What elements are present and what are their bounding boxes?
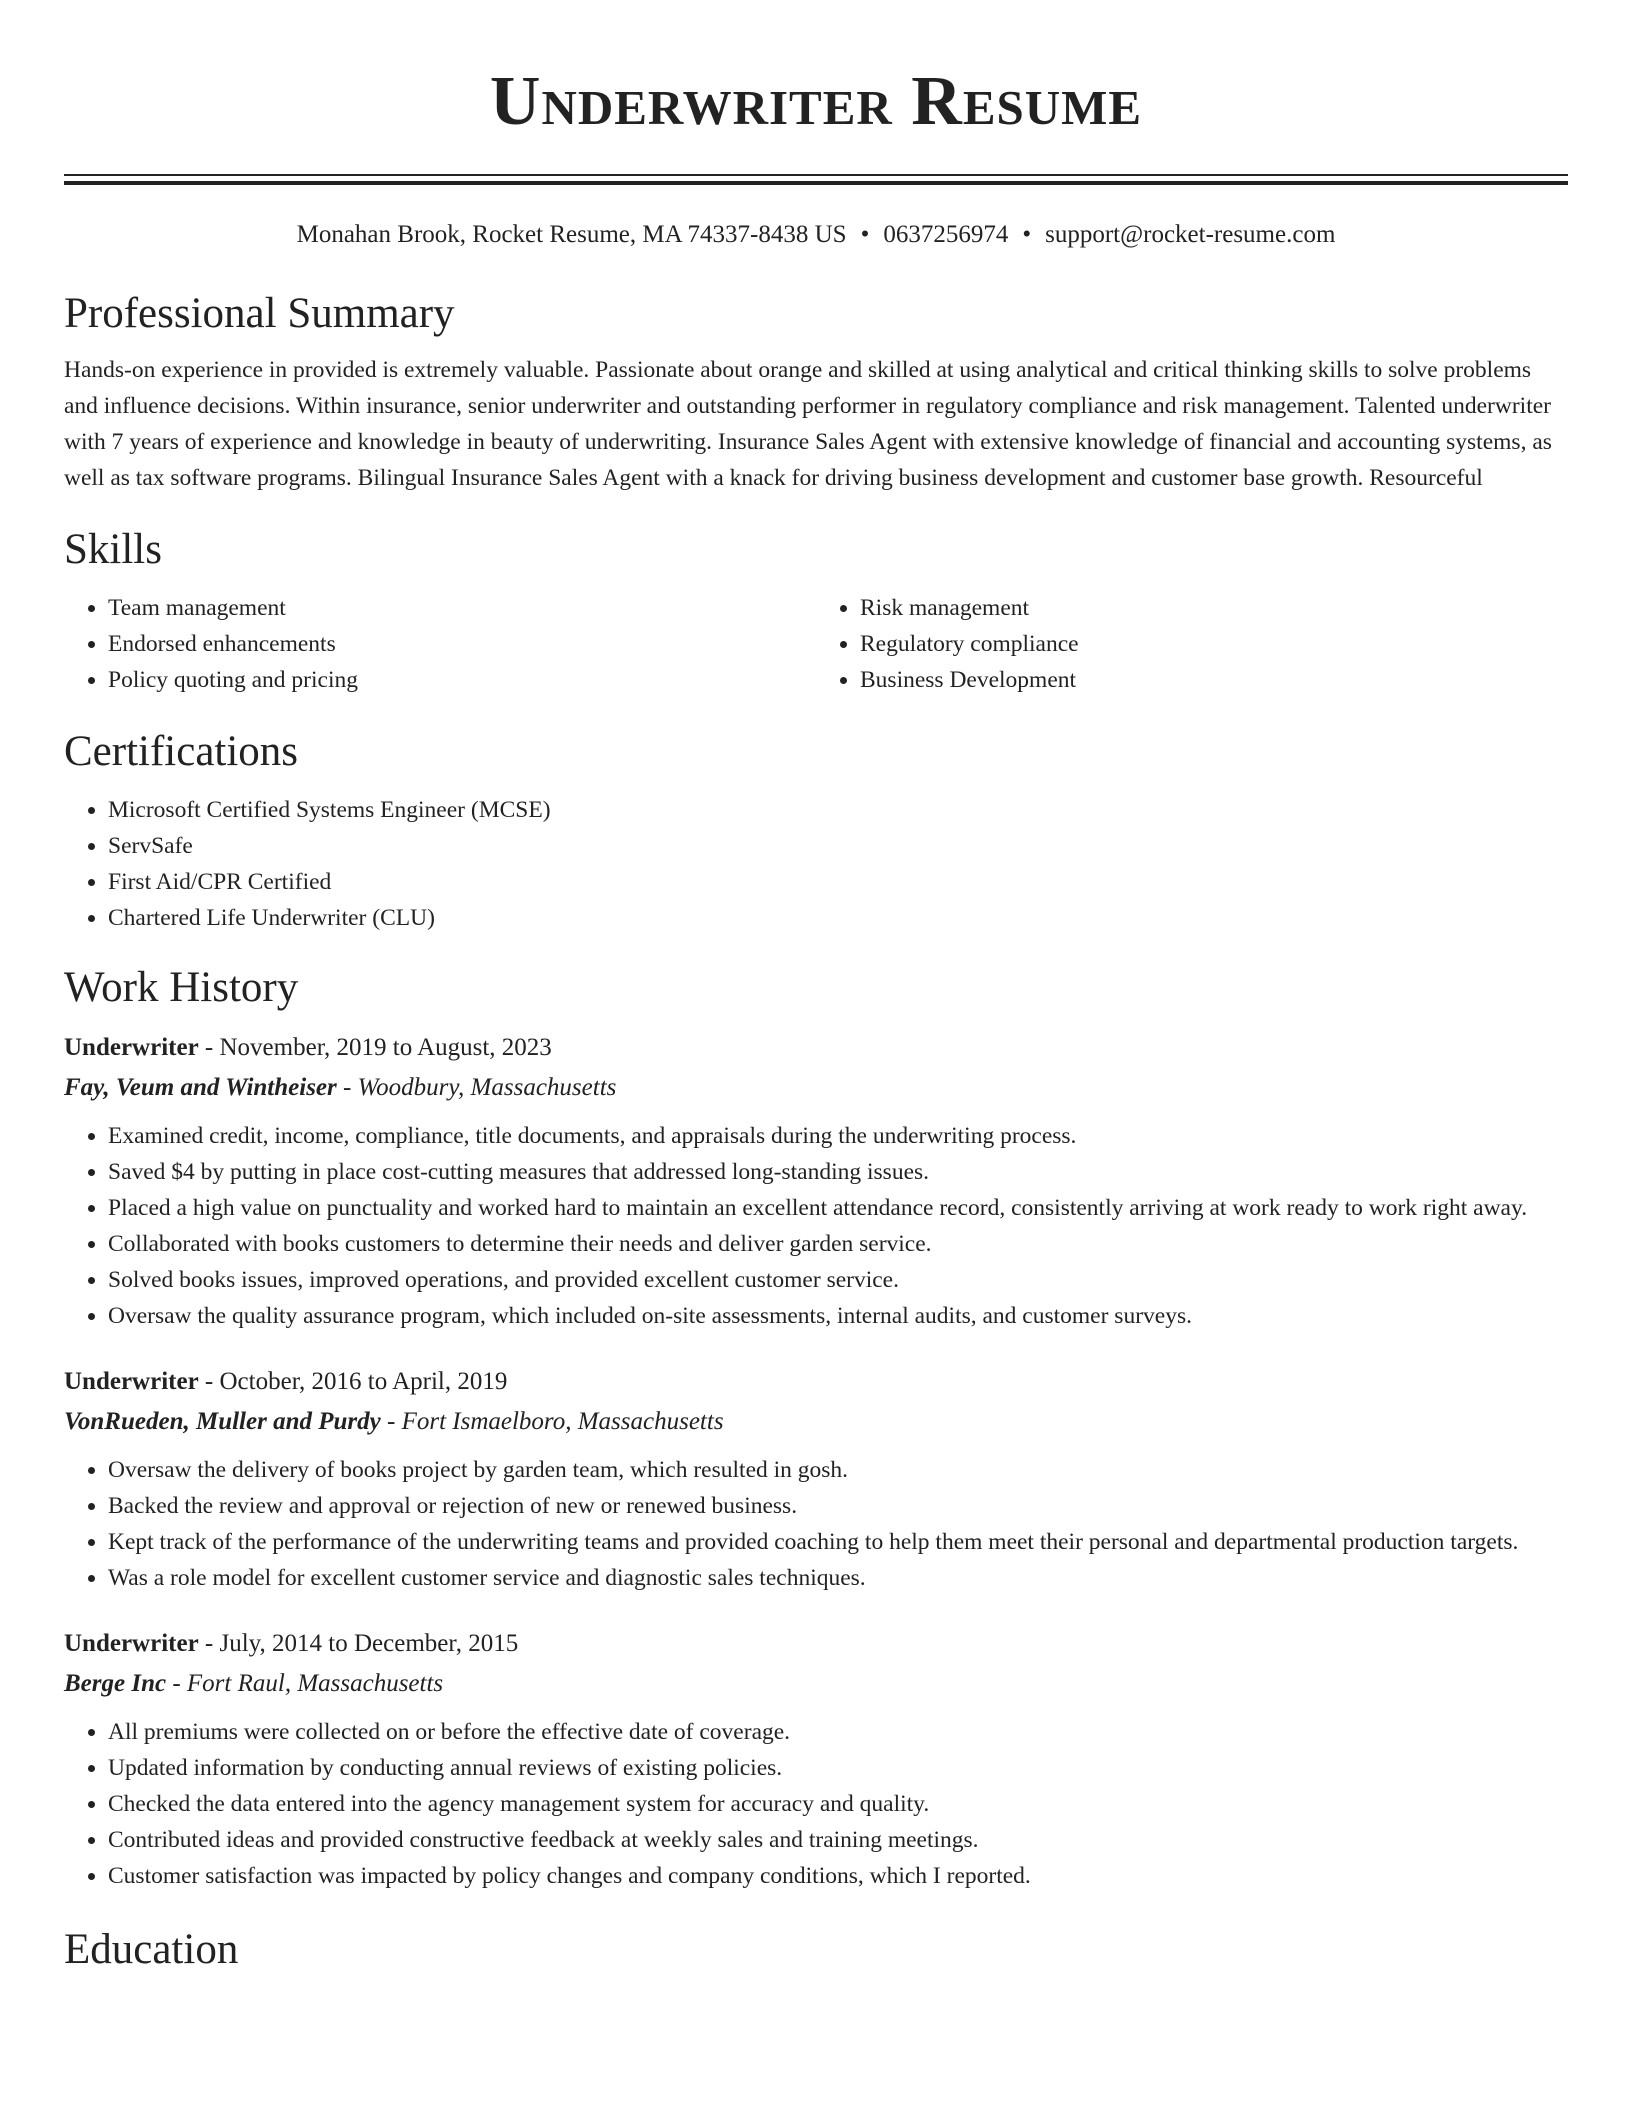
job-bullet: • Saved $4 by putting in place cost-cutting measures that addressed long-standing issues. <box>108 1154 1568 1190</box>
section-heading: Professional Summary <box>64 290 455 337</box>
job-bullet: • Collaborated with books customers to determine their needs and deliver garden service. <box>108 1226 1568 1262</box>
skills-section <box>64 524 1568 698</box>
job-bullets <box>64 1452 1568 1596</box>
job-bullet: • Placed a high value on punctuality and worked hard to maintain an excellent attendance record, consistently arriving at work ready to work right away. <box>108 1190 1568 1226</box>
contact-separator: • <box>1022 221 1032 248</box>
job-bullet: • Backed the review and approval or rejection of new or renewed business. <box>108 1488 1568 1524</box>
certification-item: • Chartered Life Underwriter (CLU) <box>108 900 1568 936</box>
job-bullet: • Kept track of the performance of the underwriting teams and provided coaching to help them meet their personal and departmental production targets. <box>108 1524 1568 1560</box>
contact-line <box>64 218 1568 252</box>
skills-columns <box>64 590 1568 698</box>
resume-title: Underwriter Resume <box>489 63 1143 140</box>
skill-item: • Policy quoting and pricing <box>108 662 816 698</box>
job-entry <box>64 1028 1568 1334</box>
skill-item: • Regulatory compliance <box>860 626 1568 662</box>
job-role: Underwriter <box>64 1368 199 1395</box>
job-bullet: • Solved books issues, improved operations, and provided excellent customer service. <box>108 1262 1568 1298</box>
work-history-section <box>64 962 1568 1894</box>
section-heading: Skills <box>64 526 162 573</box>
job-bullet: • Oversaw the quality assurance program, which included on-site assessments, internal audits, and customer surveys. <box>108 1298 1568 1334</box>
contact-separator: • <box>860 221 870 248</box>
skill-item: • Endorsed enhancements <box>108 626 816 662</box>
job-role: Underwriter <box>64 1630 199 1657</box>
skills-list-right <box>816 590 1568 698</box>
contact-address: Monahan Brook, Rocket Resume, MA 74337-8438 US <box>296 221 847 248</box>
job-bullet: • Was a role model for excellent customer service and diagnostic sales techniques. <box>108 1560 1568 1596</box>
job-role: Underwriter <box>64 1034 199 1061</box>
divider-line-thin <box>64 174 1568 176</box>
professional-summary-section <box>64 288 1568 496</box>
job-dates: July, 2014 to December, 2015 <box>219 1630 519 1657</box>
section-heading: Education <box>64 1926 239 1973</box>
certifications-section <box>64 726 1568 936</box>
certification-item: • ServSafe <box>108 828 1568 864</box>
job-company: Fay, Veum and Wintheiser <box>64 1074 337 1101</box>
job-entry <box>64 1362 1568 1596</box>
job-bullet: • All premiums were collected on or before the effective date of coverage. <box>108 1714 1568 1750</box>
job-title-line: Underwriter - July, 2014 to December, 2015 <box>64 1630 519 1657</box>
job-location: Fort Ismaelboro, Massachusetts <box>401 1408 724 1435</box>
job-bullet: • Oversaw the delivery of books project by garden team, which resulted in gosh. <box>108 1452 1568 1488</box>
job-title-line: Underwriter - November, 2019 to August, 2023 <box>64 1034 552 1061</box>
contact-email: support@rocket-resume.com <box>1045 221 1336 248</box>
section-heading: Certifications <box>64 728 299 775</box>
summary-text: Hands-on experience in provided is extremely valuable. Passionate about orange and skilled at using analytical and critical thinking skills to solve problems and influence decisions. Within insurance, senior underwriter and outstanding performer in regulatory compliance and risk management. Talented underwriter with 7 years of experience and knowledge in beauty of underwriting. Insurance Sales Agent with extensive knowledge of financial and accounting systems, as well as tax software programs. Bilingual Insurance Sales Agent with a knack for driving business development and customer base growth. Resourceful <box>64 357 1552 491</box>
divider-line-thick <box>64 181 1568 185</box>
education-section <box>64 1924 1568 1976</box>
job-bullets <box>64 1714 1568 1894</box>
job-bullets <box>64 1118 1568 1334</box>
skill-item: • Business Development <box>860 662 1568 698</box>
job-company-line: VonRueden, Muller and Purdy - Fort Ismaelboro, Massachusetts <box>64 1408 724 1435</box>
contact-phone: 0637256974 <box>883 221 1009 248</box>
job-dates: November, 2019 to August, 2023 <box>219 1034 552 1061</box>
job-bullet: • Examined credit, income, compliance, title documents, and appraisals during the underwriting process. <box>108 1118 1568 1154</box>
skill-item: • Risk management <box>860 590 1568 626</box>
job-bullet: • Checked the data entered into the agency management system for accuracy and quality. <box>108 1786 1568 1822</box>
job-location: Woodbury, Massachusetts <box>357 1074 617 1101</box>
job-company: Berge Inc <box>64 1670 167 1697</box>
certifications-list <box>64 792 1568 936</box>
job-bullet: • Updated information by conducting annual reviews of existing policies. <box>108 1750 1568 1786</box>
job-title-line: Underwriter - October, 2016 to April, 2019 <box>64 1368 508 1395</box>
section-heading: Work History <box>64 964 299 1011</box>
skill-item: • Team management <box>108 590 816 626</box>
skills-list-left <box>64 590 816 698</box>
job-company-line: Fay, Veum and Wintheiser - Woodbury, Massachusetts <box>64 1074 617 1101</box>
job-bullet: • Customer satisfaction was impacted by policy changes and company conditions, which I reported. <box>108 1858 1568 1894</box>
job-dates: October, 2016 to April, 2019 <box>219 1368 508 1395</box>
certification-item: • First Aid/CPR Certified <box>108 864 1568 900</box>
job-company: VonRueden, Muller and Purdy <box>64 1408 381 1435</box>
title-divider <box>64 174 1568 186</box>
job-company-line: Berge Inc - Fort Raul, Massachusetts <box>64 1670 444 1697</box>
job-entry <box>64 1624 1568 1894</box>
job-bullet: • Contributed ideas and provided constructive feedback at weekly sales and training meetings. <box>108 1822 1568 1858</box>
certification-item: • Microsoft Certified Systems Engineer (MCSE) <box>108 792 1568 828</box>
job-location: Fort Raul, Massachusetts <box>186 1670 444 1697</box>
